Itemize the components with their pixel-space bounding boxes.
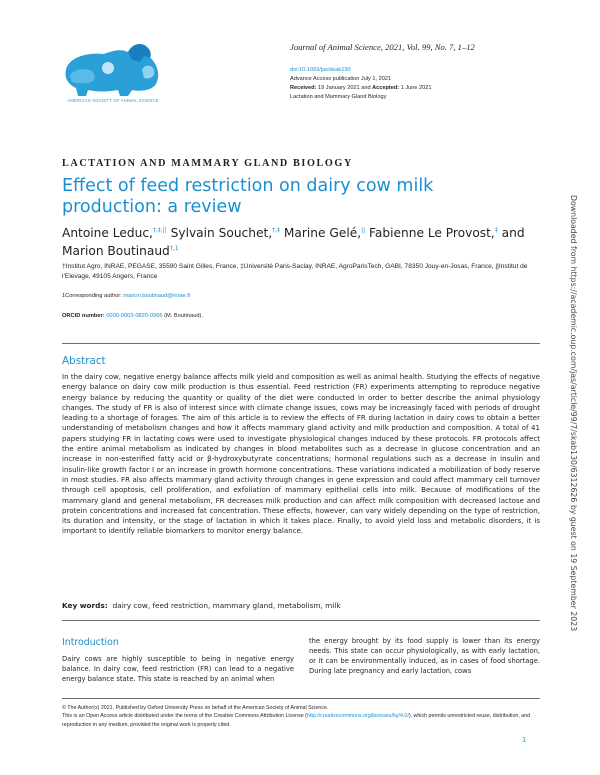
journal-volume: , 2021, Vol. 99, No. 7, 1–12 <box>380 42 475 52</box>
copyright-footer <box>62 704 542 729</box>
author-name: and Marion Boutinaud <box>62 226 525 259</box>
received-value: 19 January 2021 and <box>316 84 373 91</box>
introduction-heading: Introduction <box>62 637 119 648</box>
keywords-line <box>62 601 341 610</box>
author-name: Fabienne Le Provost, <box>365 226 495 241</box>
author-affil-mark: || <box>361 227 366 234</box>
accepted-value: 1 June 2021 <box>399 84 432 91</box>
author-list <box>62 223 542 259</box>
author-name: Marine Gelé, <box>280 226 362 241</box>
article-category: Lactation and Mammary Gland Biology <box>290 93 387 100</box>
intro-left-column: Dairy cows are highly susceptible to being in negative energy balance. In dairy cow, feed restriction (FR) can lead to a negative energy balance state. This state is reached by an animal when <box>62 655 294 683</box>
license-link[interactable]: http://creativecommons.org/licenses/by/4.0/ <box>306 713 409 720</box>
orcid-line <box>62 313 203 319</box>
author-affil-mark: †,‡ <box>272 227 281 234</box>
page-number: 1 <box>522 735 527 744</box>
logo-caption: AMERICAN SOCIETY OF ANIMAL SCIENCE <box>67 98 159 103</box>
asas-logo <box>58 40 168 106</box>
download-note-text: Downloaded from https://academic.oup.com/jas/article/99/7/skab130/6312626 by guest on 19 September 2023 <box>569 195 578 632</box>
orcid-label: ORCID number: <box>62 313 107 319</box>
keywords-label: Key words: <box>62 601 108 610</box>
intro-right-column: the energy brought by its food supply is lower than its energy needs. This state can occur physiologically, as with early lactation, or it can be environmentally induced, as in cases of food shortage. During late pregnancy and early lactation, cows <box>309 637 540 675</box>
doi-link[interactable]: doi:10.1093/jas/skab130 <box>290 67 351 73</box>
author-name: Sylvain Souchet, <box>166 226 273 241</box>
abstract-top-rule <box>62 343 540 344</box>
license-text: This is an Open Access article distributed under the terms of the Creative Commons Attribution License ( <box>62 713 307 720</box>
received-label: Received: <box>290 84 317 91</box>
author-affil-mark: †,1 <box>169 245 179 253</box>
orcid-link[interactable]: 0000-0003-0820-0966 <box>106 313 163 319</box>
keywords-value: dairy cow, feed restriction, mammary gland, metabolism, milk <box>112 601 341 610</box>
author-affil-mark: †,‡,|| <box>152 227 167 234</box>
journal-citation <box>290 42 475 52</box>
corresponding-author <box>62 293 191 299</box>
corresponding-label: 1Corresponding author: <box>62 293 124 299</box>
abstract-bottom-rule <box>62 620 540 621</box>
author-name: Antoine Leduc, <box>62 226 153 241</box>
license-rest: ), which permits unrestricted reuse, distribution, and reproduction in any medium, provided the original work is properly cited. <box>62 713 531 728</box>
license-line <box>62 712 542 729</box>
animal-silhouettes-icon <box>58 40 168 98</box>
abstract-heading: Abstract <box>62 355 106 367</box>
section-label: LACTATION AND MAMMARY GLAND BIOLOGY <box>62 158 353 169</box>
received-accepted <box>290 84 432 93</box>
advance-access: Advance Access publication July 1, 2021 <box>290 75 392 82</box>
abstract-text: In the dairy cow, negative energy balance affects milk yield and composition as well as animal health. Studying the effects of negative energy balance on dairy cow milk production is thus essential. Feed restriction (FR) experiments attempting to reproduce negative energy balance by reducing the quantity or quality of the diet were conducted in order to better describe the animal physiology changes. The study of FR is also of interest since with climate change issues, cows may be increasingly faced with periods of drought leading to a shortage of forages. The aim of this article is to review the effects of FR during lactation in dairy cows to obtain a better understanding of metabolism changes and how it affects mammary gland activity and milk production and composition. A total of 41 papers studying FR in lactating cows were used to investigate physiological changes induced by these protocols. FR protocols affect the entire animal metabolism as indicated by changes in blood metabolites such as a decrease in glucose concentration and an increase in non-esterified fatty acid or β-hydroxybutyrate concentrations; hormonal regulations such as a decrease in insulin and insulin-like growth factor I or an increase in growth hormone concentrations. These variations indicated a mobilization of body reserve in most studies. FR also affects mammary gland activity through changes in gene expression and could affect mammary cell turnover through cell apoptosis, cell proliferation, and exfoliation of mammary epithelial cells into milk. Because of modifications of the mammary gland and general metabolism, FR decreases milk production and can affect milk composition with decreased lactose and protein concentrations and increased fat concentration. These effects, however, can vary widely depending on the type of restriction, its duration and intensity, or the stage of lactation in which it takes place. Finally, to avoid yield loss and metabolic disorders, it is important to identify reliable biomarkers to monitor energy balance. <box>62 372 540 536</box>
download-note <box>566 195 578 632</box>
journal-name: Journal of Animal Science <box>290 42 381 52</box>
orcid-name: (M. Boutinaud). <box>162 313 204 319</box>
affiliations: †Institut Agro, INRAE, PEGASE, 35590 Saint Gilles, France, ‡Université Paris-Saclay, INRAE, AgroParisTech, GABI, 78350 Jouy-en-Josas, France, ||Institut de l’Elevage, 49105 Angers, France <box>62 263 528 280</box>
author-affil-mark: ‡ <box>494 227 498 234</box>
copyright-line: © The Author(s) 2021. Published by Oxford University Press on behalf of the American Society of Animal Science. <box>62 705 329 711</box>
footer-rule <box>62 698 540 699</box>
article-meta <box>290 66 432 102</box>
article-title: Effect of feed restriction on dairy cow milk production: a review <box>62 176 434 217</box>
corresponding-email[interactable]: marion.boutinaud@inrae.fr <box>123 293 191 299</box>
accepted-label: Accepted: <box>372 84 400 91</box>
